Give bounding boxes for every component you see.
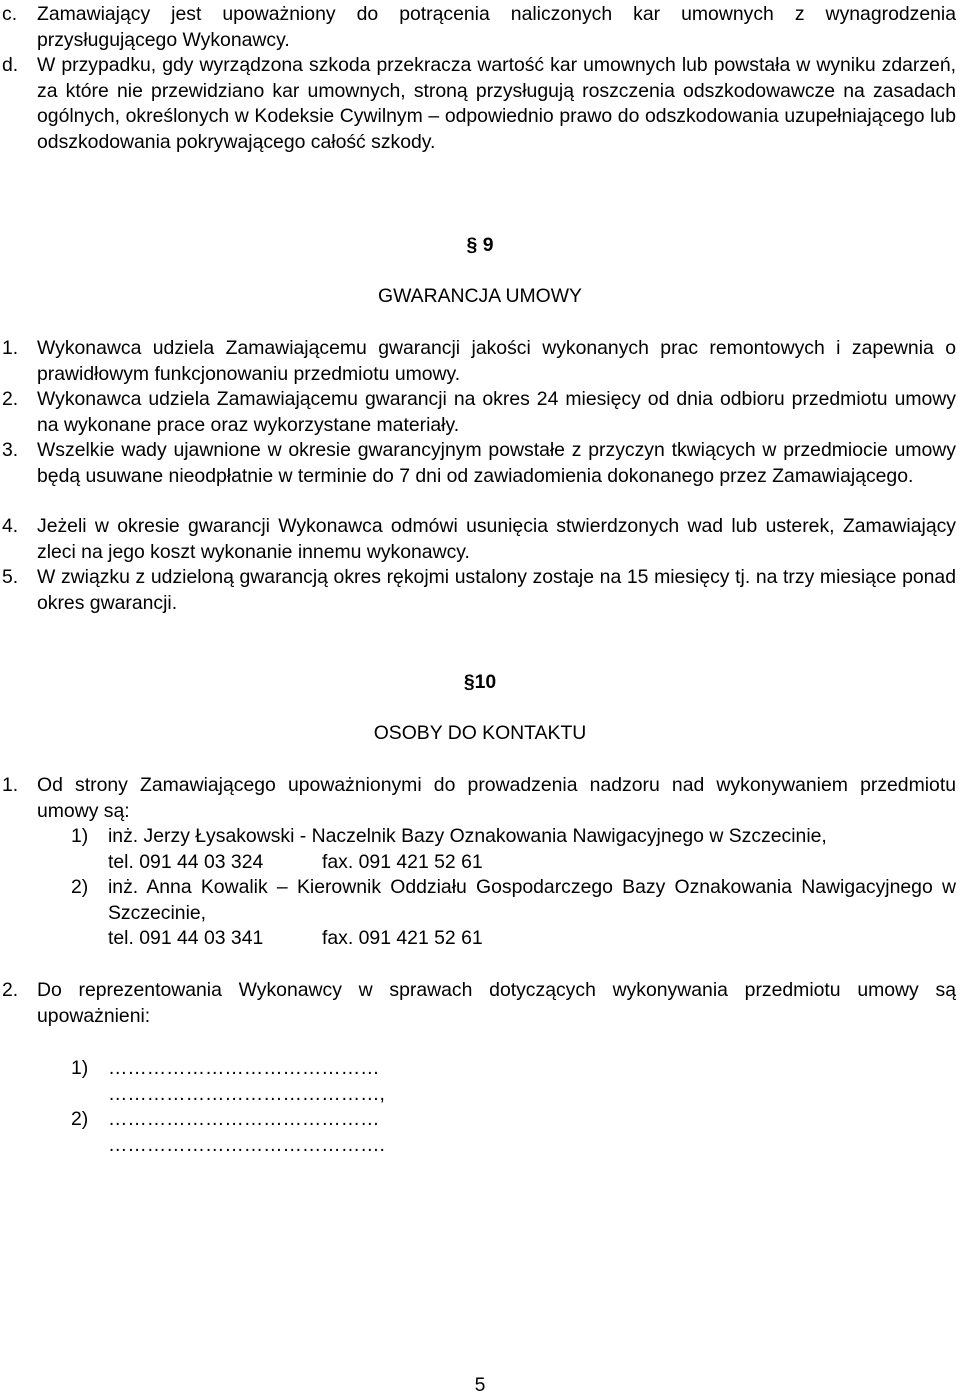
item-label: 1. <box>2 337 19 359</box>
contact-person-1 <box>71 824 956 875</box>
section-number: 10 <box>474 671 497 693</box>
representative-blank-2 <box>71 1107 956 1158</box>
item-text: Wykonawca udziela Zamawiającemu gwarancji jakości wykonanych prac remontowych i zapewnia o prawidłowym funkcjonowaniu przedmiotu umowy. <box>37 337 956 385</box>
clause-label: c. <box>2 3 18 25</box>
item-label: 1. <box>2 774 19 796</box>
warranty-item-1 <box>2 336 956 387</box>
item-text: Wykonawca udziela Zamawiającemu gwarancji na okres 24 miesięcy od dnia odbioru przedmiotu umowy na wykonane prace oraz wykorzystane materiały. <box>37 388 956 436</box>
fax-number: fax. 091 421 52 61 <box>322 927 483 949</box>
person-phones <box>108 926 956 952</box>
blank-label: 2) <box>71 1108 89 1130</box>
contact-item-2 <box>2 978 956 1029</box>
phone-number: tel. 091 44 03 341 <box>108 927 264 949</box>
contact-person-2 <box>71 875 956 952</box>
clause-d <box>2 53 956 155</box>
section-9-title: GWARANCJA UMOWY <box>378 285 582 307</box>
person-label: 1) <box>71 825 89 847</box>
item-label: 5. <box>2 566 19 588</box>
person-text: inż. Jerzy Łysakowski - Naczelnik Bazy Oznakowania Nawigacyjnego w Szczecinie, <box>108 825 827 847</box>
person-text: inż. Anna Kowalik – Kierownik Oddziału Gospodarczego Bazy Oznakowania Nawigacyjnego w Szczecinie, <box>108 876 956 924</box>
section-10-number <box>0 670 960 696</box>
person-label: 2) <box>71 876 89 898</box>
blank-line: ……………………………………. <box>108 1133 385 1156</box>
item-label: 2. <box>2 979 19 1001</box>
paragraph-sign: § <box>466 234 478 256</box>
warranty-item-4 <box>2 514 956 565</box>
section-10-title: OSOBY DO KONTAKTU <box>373 722 587 744</box>
blank-label: 1) <box>71 1057 89 1079</box>
item-text: Od strony Zamawiającego upoważnionymi do prowadzenia nadzoru nad wykonywaniem przedmiotu umowy są: <box>37 774 956 822</box>
item-text: Do reprezentowania Wykonawcy w sprawach dotyczących wykonywania przedmiotu umowy są upoważnieni: <box>37 979 956 1027</box>
paragraph-sign: § <box>463 671 475 693</box>
warranty-item-5 <box>2 565 956 616</box>
clause-text: Zamawiający jest upoważniony do potrącenia naliczonych kar umownych z wynagrodzenia przysługującego Wykonawcy. <box>37 3 956 51</box>
warranty-item-2 <box>2 387 956 438</box>
clause-label: d. <box>2 54 19 76</box>
clause-c <box>2 2 956 53</box>
blank-line: …………………………………… <box>108 1057 380 1079</box>
clause-text: W przypadku, gdy wyrządzona szkoda przekracza wartość kar umownych lub powstała w wyniku zdarzeń, za które nie przewidziano kar umownych, stroną przysługują roszczenia odszkodowawcze na zasadach ogólnych, określonych w Kodeksie Cywilnym – odpowiednio prawo do odszkodowania uzupełniającego lub odszkodowania pokrywającego całość szkody. <box>37 54 956 153</box>
item-text: Jeżeli w okresie gwarancji Wykonawca odmówi usunięcia stwierdzonych wad lub usterek, Zamawiający zleci na jego koszt wykonanie innemu wykonawcy. <box>37 515 956 563</box>
blank-line: …………………………………… <box>108 1108 380 1130</box>
item-label: 2. <box>2 388 19 410</box>
section-9-number <box>0 233 960 259</box>
person-phones <box>108 850 956 876</box>
page-number: 5 <box>474 1374 486 1396</box>
phone-number: tel. 091 44 03 324 <box>108 850 264 873</box>
blank-line: ……………………………………, <box>108 1082 385 1105</box>
item-label: 4. <box>2 515 19 537</box>
fax-number: fax. 091 421 52 61 <box>322 850 483 873</box>
item-text: W związku z udzieloną gwarancją okres rękojmi ustalony zostaje na 15 miesięcy tj. na trzy miesiące ponad okres gwarancji. <box>37 566 956 614</box>
section-number: 9 <box>482 234 494 256</box>
item-text: Wszelkie wady ujawnione w okresie gwarancyjnym powstałe z przyczyn tkwiących w przedmiocie umowy będą usuwane nieodpłatnie w terminie do 7 dni od zawiadomienia dokonanego przez Zamawiającego. <box>37 439 956 487</box>
warranty-item-3 <box>2 438 956 489</box>
contact-item-1 <box>2 773 956 824</box>
item-label: 3. <box>2 439 19 461</box>
representative-blank-1 <box>71 1056 956 1107</box>
